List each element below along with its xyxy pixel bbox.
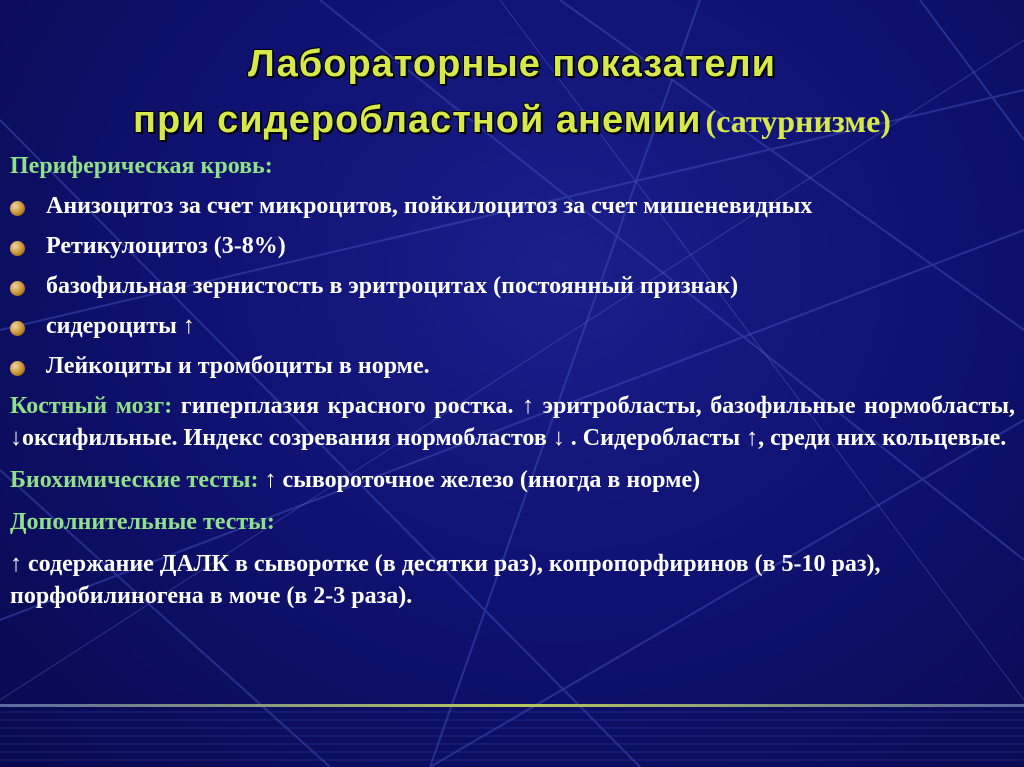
additional-heading: Дополнительные тесты: — [10, 509, 275, 535]
bullet-dot-icon — [10, 361, 25, 376]
title-line-1 — [0, 40, 1024, 96]
title-line-1-text: Лабораторные показатели — [248, 43, 776, 85]
bone-marrow-label: Костный мозг: — [10, 393, 173, 419]
biochem-paragraph — [10, 464, 1015, 496]
list-item-text: Лейкоциты и тромбоциты в норме. — [46, 353, 430, 379]
slide-body — [10, 150, 1015, 612]
list-item-text: сидероциты ↑ — [46, 313, 195, 339]
bone-marrow-text: гиперплазия красного ростка. ↑ эритробласты, базофильные нормобласты, ↓оксифильные. Индекс созревания нормобластов ↓ . Сидеробласты ↑, среди них кольцевые. — [10, 393, 1016, 451]
footer-divider — [0, 704, 1024, 707]
peripheral-heading: Периферическая кровь: — [10, 153, 273, 179]
bullet-dot-icon — [10, 201, 25, 216]
title-line-2 — [0, 96, 1024, 152]
list-item — [10, 350, 1015, 382]
biochem-label: Биохимические тесты: — [10, 467, 259, 493]
bullet-dot-icon — [10, 281, 25, 296]
bullet-dot-icon — [10, 321, 25, 336]
list-item — [10, 230, 1015, 262]
list-item — [10, 270, 1015, 302]
list-item-text: Анизоцитоз за счет микроцитов, пойкилоцитоз за счет мишеневидных — [46, 193, 813, 219]
title-line-2-text: при сидеробластной анемии — [133, 99, 702, 141]
additional-text: ↑ содержание ДАЛК в сыворотке (в десятки раз), копропорфиринов (в 5-10 раз), порфобилиногена в моче (в 2-3 раза). — [10, 551, 881, 609]
list-item-text: Ретикулоцитоз (3-8%) — [46, 233, 286, 259]
biochem-text: ↑ сывороточное железо (иногда в норме) — [264, 467, 701, 493]
title-line-2-paren: (сатурнизме) — [705, 103, 891, 139]
list-item-text: базофильная зернистость в эритроцитах (постоянный признак) — [46, 273, 739, 299]
slide-title — [0, 40, 1024, 152]
list-item — [10, 190, 1015, 222]
bone-marrow-paragraph — [10, 390, 1015, 454]
bullet-dot-icon — [10, 241, 25, 256]
list-item — [10, 310, 1015, 342]
